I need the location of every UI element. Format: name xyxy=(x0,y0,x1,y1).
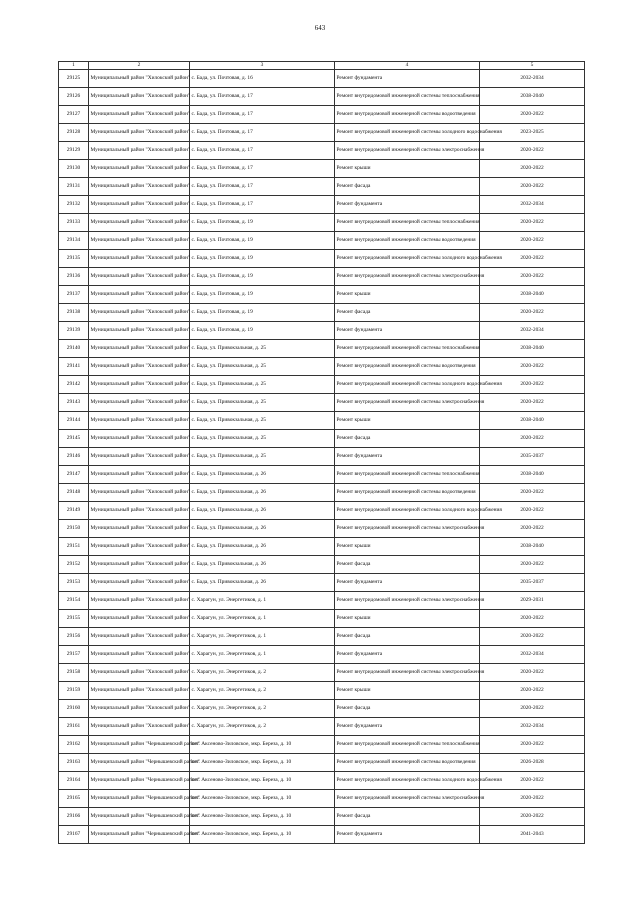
address-cell: с. Харагун, ул. Энергетиков, д. 2 xyxy=(190,682,335,700)
table-row xyxy=(59,502,585,520)
address-cell: с. Бада, ул. Почтовая, д. 17 xyxy=(190,124,335,142)
municipality-cell: Муниципальный район "Хилокский район" xyxy=(89,70,190,88)
address-cell: с. Бада, ул. Привокзальная, д. 25 xyxy=(190,412,335,430)
row-number-cell: 29161 xyxy=(59,718,89,736)
address-cell: с. Бада, ул. Привокзальная, д. 25 xyxy=(190,394,335,412)
address-cell: с. Бада, ул. Привокзальная, д. 26 xyxy=(190,520,335,538)
municipality-cell: Муниципальный район "Хилокский район" xyxy=(89,340,190,358)
municipality-cell: Муниципальный район "Хилокский район" xyxy=(89,538,190,556)
municipality-cell: Муниципальный район "Хилокский район" xyxy=(89,556,190,574)
row-number-cell: 29144 xyxy=(59,412,89,430)
table-row xyxy=(59,772,585,790)
period-cell: 2032-2034 xyxy=(480,70,585,88)
work-type-cell: Ремонт фасада xyxy=(335,304,480,322)
page-number: 643 xyxy=(314,24,326,32)
municipality-cell: Муниципальный район "Хилокский район" xyxy=(89,466,190,484)
row-number-cell: 29149 xyxy=(59,502,89,520)
period-cell: 2020-2022 xyxy=(480,106,585,124)
work-type-cell: Ремонт внутридомовой инженерной системы теплоснабжения xyxy=(335,88,480,106)
period-cell: 2020-2022 xyxy=(480,232,585,250)
period-cell: 2020-2022 xyxy=(480,664,585,682)
period-cell: 2020-2022 xyxy=(480,376,585,394)
municipality-cell: Муниципальный район "Хилокский район" xyxy=(89,322,190,340)
address-cell: с. Бада, ул. Почтовая, д. 19 xyxy=(190,286,335,304)
address-cell: с. Бада, ул. Привокзальная, д. 25 xyxy=(190,340,335,358)
period-cell: 2020-2022 xyxy=(480,304,585,322)
period-cell: 2020-2022 xyxy=(480,790,585,808)
table-row xyxy=(59,808,585,826)
table-row xyxy=(59,628,585,646)
table-row xyxy=(59,70,585,88)
row-number-cell: 29145 xyxy=(59,430,89,448)
row-number-cell: 29142 xyxy=(59,376,89,394)
municipality-cell: Муниципальный район "Хилокский район" xyxy=(89,718,190,736)
work-type-cell: Ремонт внутридомовой инженерной системы теплоснабжения xyxy=(335,214,480,232)
work-type-cell: Ремонт крыши xyxy=(335,412,480,430)
period-cell: 2041-2043 xyxy=(480,826,585,844)
row-number-cell: 29152 xyxy=(59,556,89,574)
work-type-cell: Ремонт фасада xyxy=(335,430,480,448)
work-type-cell: Ремонт внутридомовой инженерной системы водоотведения xyxy=(335,754,480,772)
row-number-cell: 29166 xyxy=(59,808,89,826)
table-row xyxy=(59,484,585,502)
work-type-cell: Ремонт внутридомовой инженерной системы электроснабжения xyxy=(335,268,480,286)
row-number-cell: 29157 xyxy=(59,646,89,664)
municipality-cell: Муниципальный район "Хилокский район" xyxy=(89,646,190,664)
address-cell: с. Бада, ул. Почтовая, д. 17 xyxy=(190,142,335,160)
address-cell: с. Бада, ул. Привокзальная, д. 25 xyxy=(190,376,335,394)
work-type-cell: Ремонт внутридомовой инженерной системы электроснабжения xyxy=(335,520,480,538)
table-row xyxy=(59,106,585,124)
work-type-cell: Ремонт фасада xyxy=(335,700,480,718)
table-row xyxy=(59,718,585,736)
table-row xyxy=(59,790,585,808)
period-cell: 2038-2040 xyxy=(480,466,585,484)
municipality-cell: Муниципальный район "Чернышевский район" xyxy=(89,808,190,826)
address-cell: с. Бада, ул. Почтовая, д. 16 xyxy=(190,70,335,88)
row-number-cell: 29162 xyxy=(59,736,89,754)
table-row xyxy=(59,124,585,142)
work-type-cell: Ремонт крыши xyxy=(335,286,480,304)
row-number-cell: 29165 xyxy=(59,790,89,808)
address-cell: с. Бада, ул. Привокзальная, д. 25 xyxy=(190,358,335,376)
work-type-cell: Ремонт внутридомовой инженерной системы водоотведения xyxy=(335,232,480,250)
table-row xyxy=(59,700,585,718)
municipality-cell: Муниципальный район "Хилокский район" xyxy=(89,250,190,268)
table-row xyxy=(59,736,585,754)
row-number-cell: 29155 xyxy=(59,610,89,628)
address-cell: с. Бада, ул. Почтовая, д. 17 xyxy=(190,88,335,106)
work-type-cell: Ремонт внутридомовой инженерной системы теплоснабжения xyxy=(335,340,480,358)
municipality-cell: Муниципальный район "Хилокский район" xyxy=(89,430,190,448)
row-number-cell: 29135 xyxy=(59,250,89,268)
municipality-cell: Муниципальный район "Чернышевский район" xyxy=(89,736,190,754)
municipality-cell: Муниципальный район "Хилокский район" xyxy=(89,196,190,214)
address-cell: с. Бада, ул. Привокзальная, д. 26 xyxy=(190,556,335,574)
work-type-cell: Ремонт фундамента xyxy=(335,196,480,214)
municipality-cell: Муниципальный район "Чернышевский район" xyxy=(89,826,190,844)
column-header-1: 1 xyxy=(59,62,89,70)
repair-schedule-table xyxy=(58,61,585,844)
row-number-cell: 29134 xyxy=(59,232,89,250)
table-row xyxy=(59,520,585,538)
address-cell: пгт. Аксеново-Зиловское, мкр. Береза, д. 10 xyxy=(190,754,335,772)
address-cell: с. Бада, ул. Почтовая, д. 17 xyxy=(190,160,335,178)
municipality-cell: Муниципальный район "Хилокский район" xyxy=(89,268,190,286)
row-number-cell: 29128 xyxy=(59,124,89,142)
municipality-cell: Муниципальный район "Хилокский район" xyxy=(89,304,190,322)
row-number-cell: 29139 xyxy=(59,322,89,340)
row-number-cell: 29131 xyxy=(59,178,89,196)
table-header xyxy=(59,62,585,70)
work-type-cell: Ремонт внутридомовой инженерной системы электроснабжения xyxy=(335,664,480,682)
period-cell: 2020-2022 xyxy=(480,556,585,574)
work-type-cell: Ремонт внутридомовой инженерной системы холодного водоснабжения xyxy=(335,124,480,142)
address-cell: с. Бада, ул. Привокзальная, д. 26 xyxy=(190,484,335,502)
table-body xyxy=(59,70,585,844)
column-header-3: 3 xyxy=(190,62,335,70)
table-row xyxy=(59,556,585,574)
period-cell: 2020-2022 xyxy=(480,502,585,520)
address-cell: пгт. Аксеново-Зиловское, мкр. Береза, д. 10 xyxy=(190,736,335,754)
municipality-cell: Муниципальный район "Хилокский район" xyxy=(89,376,190,394)
table-row xyxy=(59,610,585,628)
header-row xyxy=(59,62,585,70)
table-row xyxy=(59,574,585,592)
work-type-cell: Ремонт фундамента xyxy=(335,718,480,736)
row-number-cell: 29156 xyxy=(59,628,89,646)
row-number-cell: 29137 xyxy=(59,286,89,304)
municipality-cell: Муниципальный район "Хилокский район" xyxy=(89,628,190,646)
period-cell: 2023-2025 xyxy=(480,124,585,142)
table-row xyxy=(59,88,585,106)
period-cell: 2020-2022 xyxy=(480,214,585,232)
work-type-cell: Ремонт крыши xyxy=(335,682,480,700)
work-type-cell: Ремонт фасада xyxy=(335,808,480,826)
municipality-cell: Муниципальный район "Хилокский район" xyxy=(89,484,190,502)
municipality-cell: Муниципальный район "Хилокский район" xyxy=(89,286,190,304)
table-row xyxy=(59,358,585,376)
address-cell: пгт. Аксеново-Зиловское, мкр. Береза, д. 10 xyxy=(190,808,335,826)
period-cell: 2026-2028 xyxy=(480,754,585,772)
municipality-cell: Муниципальный район "Хилокский район" xyxy=(89,160,190,178)
row-number-cell: 29130 xyxy=(59,160,89,178)
municipality-cell: Муниципальный район "Хилокский район" xyxy=(89,502,190,520)
period-cell: 2020-2022 xyxy=(480,394,585,412)
period-cell: 2020-2022 xyxy=(480,736,585,754)
work-type-cell: Ремонт внутридомовой инженерной системы электроснабжения xyxy=(335,142,480,160)
row-number-cell: 29125 xyxy=(59,70,89,88)
column-header-5: 5 xyxy=(480,62,585,70)
row-number-cell: 29163 xyxy=(59,754,89,772)
address-cell: с. Бада, ул. Почтовая, д. 19 xyxy=(190,304,335,322)
address-cell: с. Харагун, ул. Энергетиков, д. 2 xyxy=(190,718,335,736)
municipality-cell: Муниципальный район "Хилокский район" xyxy=(89,448,190,466)
address-cell: с. Харагун, ул. Энергетиков, д. 2 xyxy=(190,664,335,682)
work-type-cell: Ремонт фундамента xyxy=(335,826,480,844)
address-cell: пгт. Аксеново-Зиловское, мкр. Береза, д. 10 xyxy=(190,826,335,844)
row-number-cell: 29167 xyxy=(59,826,89,844)
row-number-cell: 29133 xyxy=(59,214,89,232)
row-number-cell: 29148 xyxy=(59,484,89,502)
row-number-cell: 29143 xyxy=(59,394,89,412)
address-cell: с. Бада, ул. Почтовая, д. 19 xyxy=(190,214,335,232)
address-cell: с. Бада, ул. Почтовая, д. 17 xyxy=(190,106,335,124)
address-cell: с. Бада, ул. Почтовая, д. 17 xyxy=(190,196,335,214)
period-cell: 2038-2040 xyxy=(480,88,585,106)
table-row xyxy=(59,250,585,268)
table-row xyxy=(59,376,585,394)
municipality-cell: Муниципальный район "Хилокский район" xyxy=(89,592,190,610)
period-cell: 2038-2040 xyxy=(480,340,585,358)
address-cell: с. Бада, ул. Привокзальная, д. 26 xyxy=(190,574,335,592)
period-cell: 2020-2022 xyxy=(480,610,585,628)
address-cell: с. Бада, ул. Привокзальная, д. 25 xyxy=(190,430,335,448)
work-type-cell: Ремонт внутридомовой инженерной системы теплоснабжения xyxy=(335,466,480,484)
table-row xyxy=(59,394,585,412)
work-type-cell: Ремонт фасада xyxy=(335,556,480,574)
table-row xyxy=(59,268,585,286)
row-number-cell: 29158 xyxy=(59,664,89,682)
work-type-cell: Ремонт крыши xyxy=(335,160,480,178)
table-row xyxy=(59,826,585,844)
address-cell: с. Харагун, ул. Энергетиков, д. 1 xyxy=(190,592,335,610)
municipality-cell: Муниципальный район "Хилокский район" xyxy=(89,574,190,592)
address-cell: с. Харагун, ул. Энергетиков, д. 1 xyxy=(190,646,335,664)
address-cell: с. Харагун, ул. Энергетиков, д. 1 xyxy=(190,628,335,646)
address-cell: с. Бада, ул. Почтовая, д. 19 xyxy=(190,250,335,268)
period-cell: 2032-2034 xyxy=(480,718,585,736)
address-cell: с. Харагун, ул. Энергетиков, д. 1 xyxy=(190,610,335,628)
table-row xyxy=(59,286,585,304)
table-row xyxy=(59,322,585,340)
address-cell: с. Бада, ул. Привокзальная, д. 26 xyxy=(190,466,335,484)
period-cell: 2035-2037 xyxy=(480,448,585,466)
municipality-cell: Муниципальный район "Хилокский район" xyxy=(89,106,190,124)
municipality-cell: Муниципальный район "Хилокский район" xyxy=(89,394,190,412)
address-cell: с. Бада, ул. Почтовая, д. 17 xyxy=(190,178,335,196)
period-cell: 2020-2022 xyxy=(480,142,585,160)
work-type-cell: Ремонт фасада xyxy=(335,628,480,646)
table-row xyxy=(59,646,585,664)
row-number-cell: 29164 xyxy=(59,772,89,790)
address-cell: с. Бада, ул. Почтовая, д. 19 xyxy=(190,268,335,286)
table-row xyxy=(59,178,585,196)
table-row xyxy=(59,304,585,322)
municipality-cell: Муниципальный район "Хилокский район" xyxy=(89,412,190,430)
column-header-4: 4 xyxy=(335,62,480,70)
table-row xyxy=(59,214,585,232)
period-cell: 2035-2037 xyxy=(480,574,585,592)
address-cell: пгт. Аксеново-Зиловское, мкр. Береза, д. 10 xyxy=(190,772,335,790)
address-cell: с. Бада, ул. Привокзальная, д. 26 xyxy=(190,502,335,520)
table-row xyxy=(59,160,585,178)
work-type-cell: Ремонт внутридомовой инженерной системы электроснабжения xyxy=(335,592,480,610)
row-number-cell: 29146 xyxy=(59,448,89,466)
table-row xyxy=(59,466,585,484)
work-type-cell: Ремонт фундамента xyxy=(335,574,480,592)
period-cell: 2032-2034 xyxy=(480,196,585,214)
municipality-cell: Муниципальный район "Хилокский район" xyxy=(89,214,190,232)
municipality-cell: Муниципальный район "Чернышевский район" xyxy=(89,772,190,790)
row-number-cell: 29147 xyxy=(59,466,89,484)
period-cell: 2020-2022 xyxy=(480,430,585,448)
row-number-cell: 29141 xyxy=(59,358,89,376)
period-cell: 2038-2040 xyxy=(480,538,585,556)
municipality-cell: Муниципальный район "Хилокский район" xyxy=(89,232,190,250)
table-row xyxy=(59,232,585,250)
table-row xyxy=(59,448,585,466)
municipality-cell: Муниципальный район "Хилокский район" xyxy=(89,124,190,142)
work-type-cell: Ремонт внутридомовой инженерной системы холодного водоснабжения xyxy=(335,502,480,520)
row-number-cell: 29127 xyxy=(59,106,89,124)
work-type-cell: Ремонт крыши xyxy=(335,538,480,556)
period-cell: 2020-2022 xyxy=(480,520,585,538)
table-row xyxy=(59,142,585,160)
address-cell: с. Бада, ул. Почтовая, д. 19 xyxy=(190,232,335,250)
table-row xyxy=(59,664,585,682)
municipality-cell: Муниципальный район "Чернышевский район" xyxy=(89,754,190,772)
table-row xyxy=(59,196,585,214)
work-type-cell: Ремонт внутридомовой инженерной системы холодного водоснабжения xyxy=(335,772,480,790)
municipality-cell: Муниципальный район "Хилокский район" xyxy=(89,142,190,160)
address-cell: пгт. Аксеново-Зиловское, мкр. Береза, д. 10 xyxy=(190,790,335,808)
row-number-cell: 29150 xyxy=(59,520,89,538)
period-cell: 2032-2034 xyxy=(480,646,585,664)
address-cell: с. Бада, ул. Привокзальная, д. 26 xyxy=(190,538,335,556)
municipality-cell: Муниципальный район "Чернышевский район" xyxy=(89,790,190,808)
period-cell: 2020-2022 xyxy=(480,484,585,502)
period-cell: 2038-2040 xyxy=(480,286,585,304)
work-type-cell: Ремонт крыши xyxy=(335,610,480,628)
municipality-cell: Муниципальный район "Хилокский район" xyxy=(89,178,190,196)
period-cell: 2020-2022 xyxy=(480,358,585,376)
table-row xyxy=(59,592,585,610)
work-type-cell: Ремонт фундамента xyxy=(335,646,480,664)
work-type-cell: Ремонт внутридомовой инженерной системы электроснабжения xyxy=(335,394,480,412)
work-type-cell: Ремонт внутридомовой инженерной системы холодного водоснабжения xyxy=(335,376,480,394)
work-type-cell: Ремонт фундамента xyxy=(335,322,480,340)
period-cell: 2020-2022 xyxy=(480,250,585,268)
work-type-cell: Ремонт фундамента xyxy=(335,70,480,88)
row-number-cell: 29136 xyxy=(59,268,89,286)
work-type-cell: Ремонт внутридомовой инженерной системы водоотведения xyxy=(335,358,480,376)
municipality-cell: Муниципальный район "Хилокский район" xyxy=(89,664,190,682)
table-row xyxy=(59,430,585,448)
period-cell: 2020-2022 xyxy=(480,268,585,286)
period-cell: 2032-2034 xyxy=(480,322,585,340)
period-cell: 2020-2022 xyxy=(480,772,585,790)
row-number-cell: 29129 xyxy=(59,142,89,160)
row-number-cell: 29151 xyxy=(59,538,89,556)
table-row xyxy=(59,754,585,772)
row-number-cell: 29140 xyxy=(59,340,89,358)
municipality-cell: Муниципальный район "Хилокский район" xyxy=(89,358,190,376)
work-type-cell: Ремонт внутридомовой инженерной системы водоотведения xyxy=(335,106,480,124)
work-type-cell: Ремонт внутридомовой инженерной системы электроснабжения xyxy=(335,790,480,808)
work-type-cell: Ремонт внутридомовой инженерной системы водоотведения xyxy=(335,484,480,502)
municipality-cell: Муниципальный район "Хилокский район" xyxy=(89,700,190,718)
work-type-cell: Ремонт внутридомовой инженерной системы холодного водоснабжения xyxy=(335,250,480,268)
municipality-cell: Муниципальный район "Хилокский район" xyxy=(89,682,190,700)
work-type-cell: Ремонт внутридомовой инженерной системы теплоснабжения xyxy=(335,736,480,754)
work-type-cell: Ремонт фундамента xyxy=(335,448,480,466)
row-number-cell: 29159 xyxy=(59,682,89,700)
table-row xyxy=(59,412,585,430)
row-number-cell: 29138 xyxy=(59,304,89,322)
row-number-cell: 29160 xyxy=(59,700,89,718)
period-cell: 2020-2022 xyxy=(480,682,585,700)
row-number-cell: 29153 xyxy=(59,574,89,592)
row-number-cell: 29132 xyxy=(59,196,89,214)
period-cell: 2020-2022 xyxy=(480,700,585,718)
row-number-cell: 29126 xyxy=(59,88,89,106)
municipality-cell: Муниципальный район "Хилокский район" xyxy=(89,88,190,106)
row-number-cell: 29154 xyxy=(59,592,89,610)
table-row xyxy=(59,538,585,556)
work-type-cell: Ремонт фасада xyxy=(335,178,480,196)
address-cell: с. Харагун, ул. Энергетиков, д. 2 xyxy=(190,700,335,718)
table-row xyxy=(59,340,585,358)
address-cell: с. Бада, ул. Привокзальная, д. 25 xyxy=(190,448,335,466)
period-cell: 2020-2022 xyxy=(480,808,585,826)
period-cell: 2020-2022 xyxy=(480,178,585,196)
period-cell: 2038-2040 xyxy=(480,412,585,430)
municipality-cell: Муниципальный район "Хилокский район" xyxy=(89,610,190,628)
table-row xyxy=(59,682,585,700)
period-cell: 2029-2031 xyxy=(480,592,585,610)
address-cell: с. Бада, ул. Почтовая, д. 19 xyxy=(190,322,335,340)
period-cell: 2020-2022 xyxy=(480,628,585,646)
municipality-cell: Муниципальный район "Хилокский район" xyxy=(89,520,190,538)
column-header-2: 2 xyxy=(89,62,190,70)
period-cell: 2020-2022 xyxy=(480,160,585,178)
